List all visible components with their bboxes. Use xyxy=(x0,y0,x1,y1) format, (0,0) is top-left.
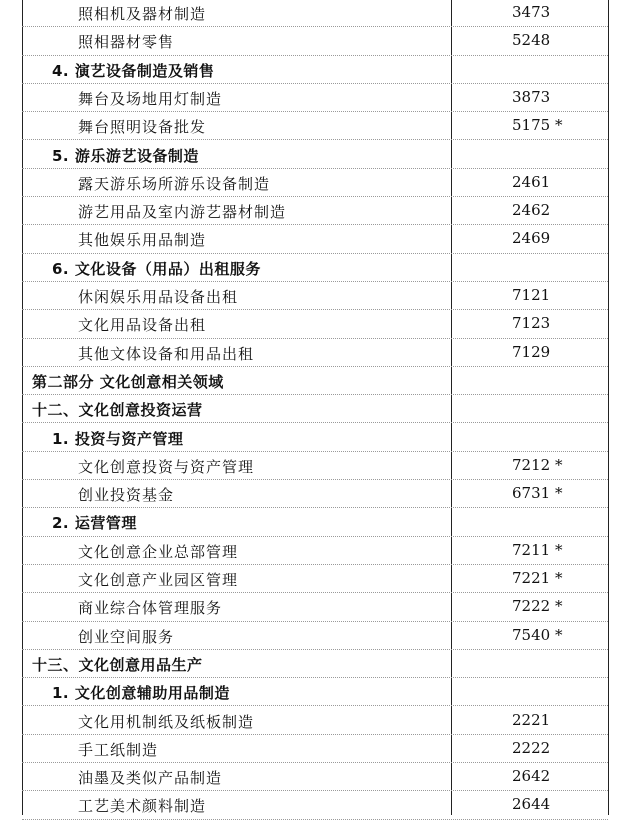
table-row xyxy=(22,281,608,310)
industry-code: 7211 * xyxy=(512,540,563,559)
item-name: 油墨及类似产品制造 xyxy=(78,769,223,788)
subsection-heading: 4. 演艺设备制造及销售 xyxy=(52,61,215,80)
industry-code: 3473 xyxy=(512,3,551,21)
table-row xyxy=(22,0,608,27)
industry-code: 2469 xyxy=(512,229,551,248)
table-row xyxy=(22,649,608,678)
table-row xyxy=(22,621,608,650)
item-name: 文化用机制纸及纸板制造 xyxy=(78,712,255,731)
subsection-heading: 1. 投资与资产管理 xyxy=(52,429,184,448)
table-row xyxy=(22,83,608,112)
item-name: 休闲娱乐用品设备出租 xyxy=(78,288,239,306)
industry-code: 7212 * xyxy=(512,455,563,474)
item-name: 文化创意企业总部管理 xyxy=(78,542,239,561)
section-heading: 十二、文化创意投资运营 xyxy=(32,401,203,420)
table-row xyxy=(22,338,608,367)
industry-code: 2462 xyxy=(512,201,551,220)
table-row xyxy=(22,26,608,55)
table-row xyxy=(22,479,608,508)
item-name: 露天游乐场所游乐设备制造 xyxy=(78,174,271,193)
table-row xyxy=(22,677,608,706)
table-row xyxy=(22,564,608,593)
item-name: 照相器材零售 xyxy=(78,33,175,52)
industry-code: 2642 xyxy=(512,767,551,786)
industry-code: 7222 * xyxy=(512,597,563,616)
table-right-border xyxy=(608,0,609,815)
industry-code: 2461 xyxy=(512,172,551,191)
item-name: 创业空间服务 xyxy=(78,627,175,646)
item-name: 文化创意产业园区管理 xyxy=(78,571,239,589)
item-name: 手工纸制造 xyxy=(78,740,159,759)
table-row xyxy=(22,423,608,452)
industry-code: 7123 xyxy=(512,314,551,333)
table-row xyxy=(22,196,608,225)
table-row xyxy=(22,55,608,84)
table-row xyxy=(22,394,608,423)
industry-code: 7121 xyxy=(512,286,551,304)
industry-code: 5175 * xyxy=(512,116,563,135)
item-name: 文化用品设备出租 xyxy=(78,316,207,335)
table-row xyxy=(22,507,608,536)
subsection-heading: 2. 运营管理 xyxy=(52,514,137,533)
item-name: 工艺美术颜料制造 xyxy=(78,797,207,816)
section-heading: 十三、文化创意用品生产 xyxy=(32,655,203,674)
table-row xyxy=(22,253,608,282)
table-row xyxy=(22,762,608,791)
table-row xyxy=(22,224,608,253)
table-row xyxy=(22,592,608,621)
item-name: 舞台及场地用灯制造 xyxy=(78,89,223,108)
industry-code: 7540 * xyxy=(512,625,563,644)
table-row xyxy=(22,168,608,197)
industry-code: 7129 xyxy=(512,342,551,361)
subsection-heading: 5. 游乐游艺设备制造 xyxy=(52,146,199,165)
item-name: 商业综合体管理服务 xyxy=(78,599,223,618)
table-row xyxy=(22,309,608,338)
section-heading: 第二部分 文化创意相关领域 xyxy=(32,372,224,391)
industry-code: 6731 * xyxy=(512,484,563,503)
table-row xyxy=(22,734,608,763)
item-name: 其他娱乐用品制造 xyxy=(78,231,207,250)
item-name: 舞台照明设备批发 xyxy=(78,118,207,137)
subsection-heading: 6. 文化设备（用品）出租服务 xyxy=(52,259,261,278)
table-row xyxy=(22,790,608,819)
industry-code: 3873 xyxy=(512,87,551,106)
subsection-heading: 1. 文化创意辅助用品制造 xyxy=(52,684,230,703)
table-row xyxy=(22,706,608,735)
industry-code: 2222 xyxy=(512,738,551,757)
industry-code: 5248 xyxy=(512,31,551,50)
item-name: 游艺用品及室内游艺器材制造 xyxy=(78,203,287,222)
industry-code: 2221 xyxy=(512,710,551,729)
table-row xyxy=(22,536,608,565)
industry-code: 2644 xyxy=(512,795,551,814)
item-name: 照相机及器材制造 xyxy=(78,5,207,23)
table-row xyxy=(22,111,608,140)
table-row xyxy=(22,366,608,395)
item-name: 其他文体设备和用品出租 xyxy=(78,344,255,363)
industry-code: 7221 * xyxy=(512,569,563,587)
table-row xyxy=(22,451,608,480)
item-name: 文化创意投资与资产管理 xyxy=(78,457,255,476)
item-name: 创业投资基金 xyxy=(78,486,175,505)
table-row xyxy=(22,140,608,169)
